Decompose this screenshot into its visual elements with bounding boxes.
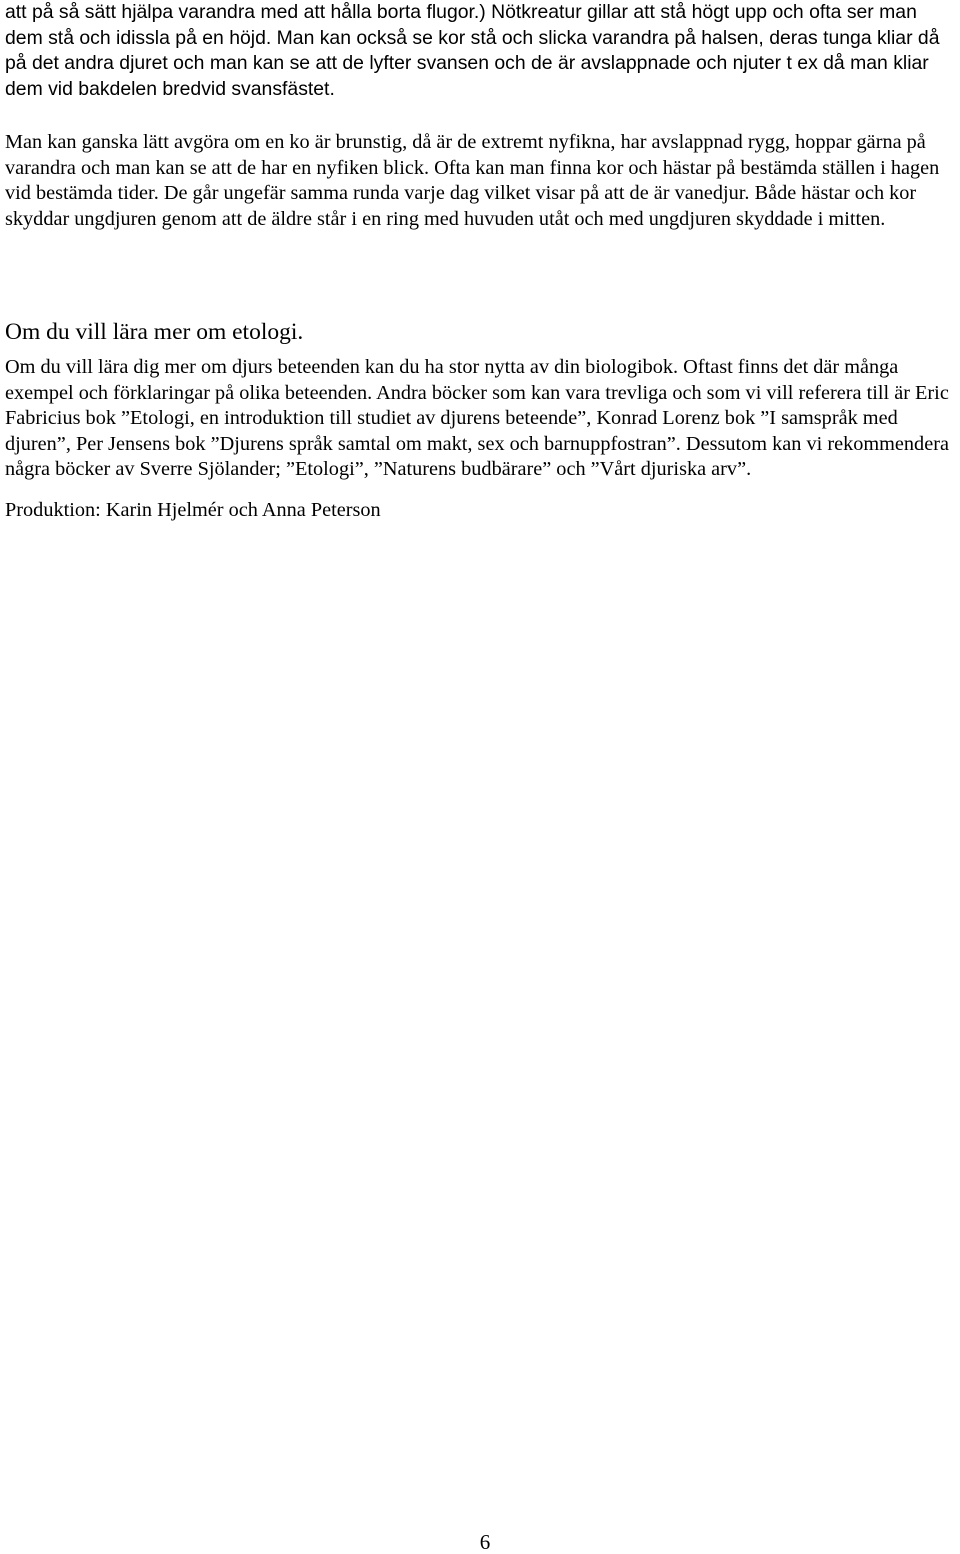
paragraph-reading-recommendations: Om du vill lära dig mer om djurs beteenden kan du ha stor nytta av din biologibok. Oftast finns det där många exempel och förklaringar på olika beteenden. Andra böcker som kan vara trevliga och som vi vill referera till är Eric Fabricius bok ”Etologi, en introduktion till studiet av djurens beteende”, Konrad Lorenz bok ”I samspråk med djuren”, Per Jensens bok ”Djurens språk samtal om makt, sex och barnuppfostran”. Dessutom kan vi rekommendera några böcker av Sverre Sjölander; ”Etologi”, ”Naturens budbärare” och ”Vårt djuriska arv”. <box>5 356 949 481</box>
paragraph-cattle-behavior: att på så sätt hjälpa varandra med att hålla borta flugor.) Nötkreatur gillar att stå högt upp och ofta ser man dem stå och idissla på en höjd. Man kan också se kor stå och slicka varandra på halsen, deras tunga kliar då på det andra djuret och man kan se att de lyfter svansen och de är avslappnade och njuter t ex då man kliar dem vid bakdelen bredvid svansfästet. <box>5 1 940 100</box>
section-heading: Om du vill lära mer om etologi. <box>5 319 304 345</box>
production-credits: Produktion: Karin Hjelmér och Anna Peterson <box>5 499 381 521</box>
paragraph-herd-behavior: Man kan ganska lätt avgöra om en ko är brunstig, då är de extremt nyfikna, har avslappnad rygg, hoppar gärna på varandra och man kan se att de har en nyfiken blick. Ofta kan man finna kor och hästar på bestämda ställen i hagen vid bestämda tider. De går ungefär samma runda varje dag vilket visar på att de är vanedjur. Både hästar och kor skyddar ungdjuren genom att de äldre står i en ring med huvuden utåt och med ungdjuren skyddade i mitten. <box>5 131 940 230</box>
page-number: 6 <box>479 1530 491 1554</box>
